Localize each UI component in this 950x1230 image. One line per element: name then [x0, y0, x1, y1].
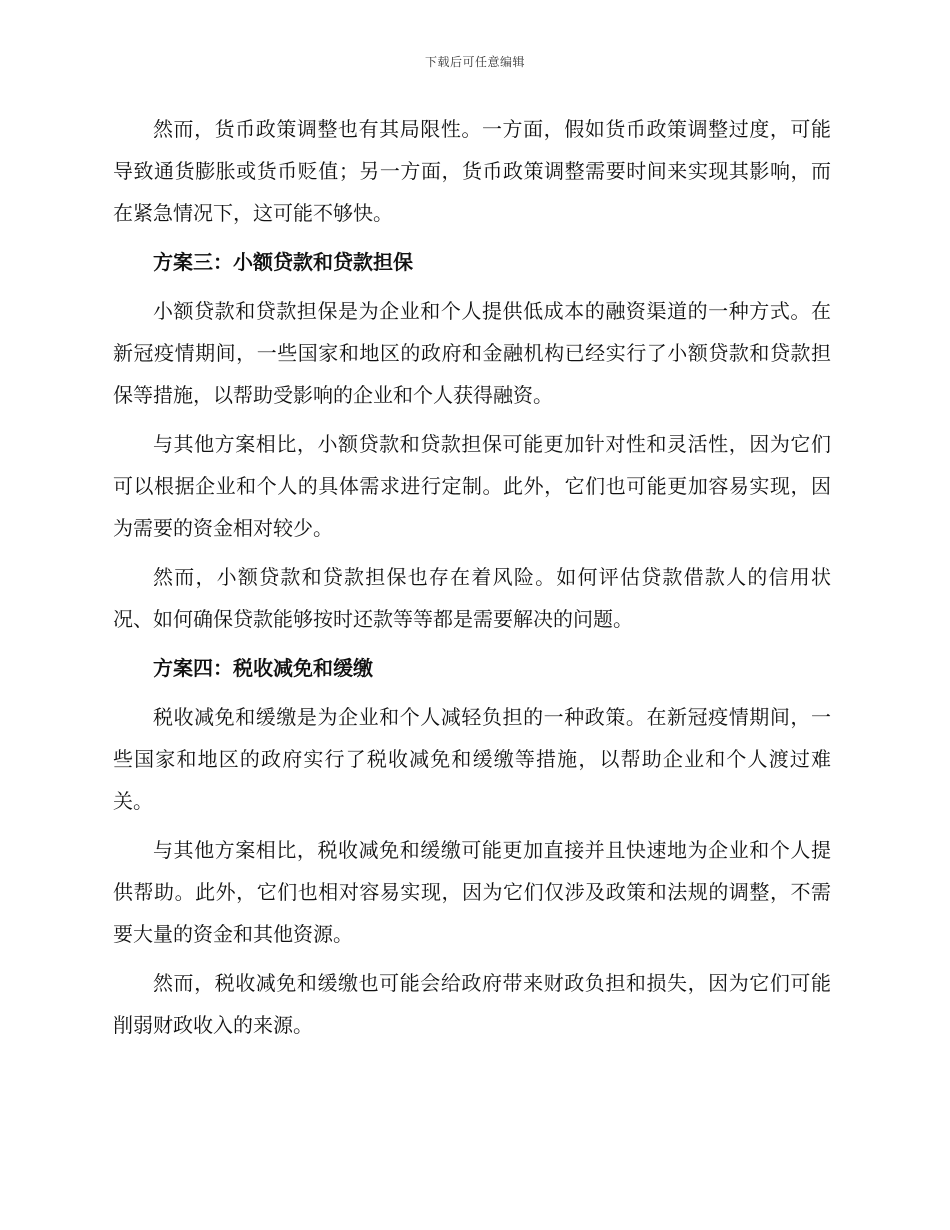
section-heading-plan-three: 方案三：小额贷款和贷款担保	[153, 250, 413, 274]
paragraph-microloan-comparison: 与其他方案相比，小额贷款和贷款担保可能更加针对性和灵活性，因为它们可以根据企业和个人的具体需求进行定制。此外，它们也可能更加容易实现，因为需要的资金相对较少。	[113, 432, 831, 540]
paragraph-microloan-intro: 小额贷款和贷款担保是为企业和个人提供低成本的融资渠道的一种方式。在新冠疫情期间，一些国家和地区的政府和金融机构已经实行了小额贷款和贷款担保等措施，以帮助受影响的企业和个人获得融资。	[113, 299, 831, 407]
paragraph-tax-relief-intro: 税收减免和缓缴是为企业和个人减轻负担的一种政策。在新冠疫情期间，一些国家和地区的政府实行了税收减免和缓缴等措施，以帮助企业和个人渡过难关。	[113, 705, 831, 813]
paragraph-microloan-risks: 然而，小额贷款和贷款担保也存在着风险。如何评估贷款借款人的信用状况、如何确保贷款能够按时还款等等都是需要解决的问题。	[113, 565, 831, 631]
paragraph-tax-relief-comparison: 与其他方案相比，税收减免和缓缴可能更加直接并且快速地为企业和个人提供帮助。此外，它们也相对容易实现，因为它们仅涉及政策和法规的调整，不需要大量的资金和其他资源。	[113, 838, 831, 946]
document-body	[113, 108, 831, 1053]
paragraph-tax-relief-risks: 然而，税收减免和缓缴也可能会给政府带来财政负担和损失，因为它们可能削弱财政收入的来源。	[113, 971, 831, 1037]
paragraph-monetary-limits: 然而，货币政策调整也有其局限性。一方面，假如货币政策调整过度，可能导致通货膨胀或货币贬值；另一方面，货币政策调整需要时间来实现其影响，而在紧急情况下，这可能不够快。	[113, 117, 831, 225]
page-header: 下载后可任意编辑	[424, 55, 525, 69]
section-heading-plan-four: 方案四：税收减免和缓缴	[153, 656, 373, 680]
